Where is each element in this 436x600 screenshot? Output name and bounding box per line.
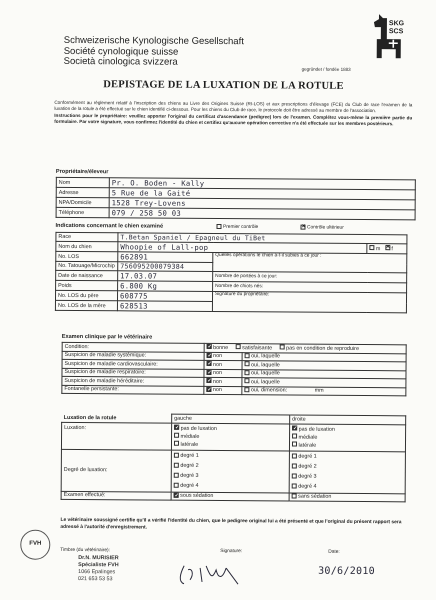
unit-label: mm [314,387,324,394]
option-label: pas de luxation [180,425,217,432]
option-label: non [212,387,222,394]
los-label: No. LOS [56,251,118,261]
owner-instructions: Instructions pour le propriétaire: veuillez apporter l'original du certificat d'ascendance (pedigree) lors de l'examen. Complétez vous-même la première partie du formulaire. Par votre signature, vous confirmez l'identité du chien et certifiez qu'aucune opération corrective n'a été effectuée sur les membres postérieurs. [54,112,413,127]
checked-checkbox-icon: ✓ [207,361,212,368]
checkbox-icon [292,442,297,447]
dog-name-label: Nom du chien [56,241,118,251]
later-check-label: Contrôle ultérieur [306,225,344,231]
checked-checkbox-icon [300,224,305,229]
checked-checkbox-icon: ✓ [207,386,212,393]
option-label: bonne [213,344,229,351]
option-label: degré 3 [180,472,199,479]
dog-name-field[interactable]: Whoopie of Lall-pop [118,242,367,254]
checkbox-icon [244,370,249,375]
checked-checkbox-icon [385,245,390,250]
exam-sedation-option[interactable] [171,492,289,501]
stamp-circle-text: FVH [29,540,42,547]
owner-section-title: Propriétaire/éleveur [55,168,109,176]
exam-no-sedation-option[interactable] [289,493,405,502]
luxation-label: Luxation: [61,422,171,450]
checkbox-icon [174,462,179,467]
checked-checkbox-icon: ✓ [293,425,298,432]
checkbox-icon [174,452,179,457]
owner-signature-field[interactable]: Signature du propriétaire: [212,291,406,312]
vet-city: 1066 Epalinges [78,569,116,576]
grade-label: Degré de luxation: [61,449,171,492]
sex-options[interactable] [367,244,407,254]
tattoo-label: No. Tatouage/Microchip [56,261,118,270]
checkbox-icon [292,473,297,478]
checked-checkbox-icon: ✓ [207,352,212,359]
race-field[interactable]: T.Betan Spaniel / Epagneul du TiBet [118,233,407,244]
checked-checkbox-icon: ✓ [174,492,179,499]
date-label: Date: [328,549,340,555]
checkbox-icon [369,245,374,250]
vet-signature [176,560,246,588]
hereditary-no[interactable] [204,377,242,386]
exam-date-field[interactable]: 30/6/2010 [318,565,376,578]
clinical-table [61,342,406,396]
checked-checkbox-icon: ✓ [207,344,212,351]
option-label: oui, laquelle [251,353,280,360]
father-field[interactable]: 608775 [117,291,212,302]
cardio-no[interactable] [204,360,242,369]
mother-label: No. LOS de la mère [55,300,117,310]
hereditary-label: Suspicion de maladie héréditaire: [62,376,204,385]
svg-text:SCS: SCS [388,28,404,36]
checkbox-icon [292,493,297,498]
owner-table [56,177,416,221]
exam-label: Examen effectué: [61,491,171,500]
option-label: non [213,361,223,368]
option-label: non [213,353,223,360]
option-label: degré 4 [180,482,199,489]
litters-field[interactable]: Nombre de portées à ce jour: [213,271,407,282]
option-label: oui, laquelle [250,378,280,386]
intro-paragraph: Conformément au règlement relatif à l'inscription des chiens au Livre des Origines Suisse (RI-LOS) et aux prescriptions d'élevage (FCE) du Club de race l'examen de la luxation de la rotule a été effectué sur le chien identifié ci-dessous. Pour les chiens du Club de race, le protocole doit être adressé au membre de l'association. [54,99,413,114]
systemic-label: Suspicion de maladie systémique: [62,351,204,360]
org-name-fr: Société cynologique suisse [63,45,179,58]
owner-label: Adresse [56,187,109,197]
org-name-de: Schweizerische Kynologische Gesellschaft [63,34,244,48]
checkbox-icon [292,483,297,488]
option-label: pas de luxation [298,426,335,433]
checkbox-icon [245,353,250,358]
dog-table [55,232,408,313]
skg-scs-logo [370,13,404,59]
checkbox-icon [174,433,179,438]
father-label: No. LOS du père [55,290,117,300]
owner-label: NPA/Domicile [56,197,109,207]
checked-checkbox-icon: ✓ [207,369,212,376]
owner-phone-field[interactable]: 079 / 258 50 03 [109,208,415,220]
option-label: latérale [180,441,199,448]
option-label: oui, dimension: [250,387,288,394]
checkbox-icon [244,387,249,392]
option-label: non [212,378,222,385]
operations-field[interactable]: Quelles opérations le chien a-t-il subies à ce jour : [213,252,407,272]
right-luxation-options[interactable] [289,424,405,452]
option-label: non [212,370,223,377]
checkbox-icon [174,482,179,487]
owner-address-field[interactable]: 5 Rue de la Gaité [109,188,415,200]
sex-female-label: f [391,245,393,252]
systemic-no[interactable] [204,352,242,361]
respiratory-no[interactable] [204,369,242,378]
option-label: degré 3 [298,473,317,480]
vet-phone: 021 653 53 53 [78,576,113,583]
clinical-section-title: Examen clinique par le vétérinaire [61,333,153,341]
option-label: degré 2 [180,462,199,469]
checkbox-icon [292,463,297,468]
first-check-label: Premier contrôle [222,224,259,231]
puppies-field[interactable]: Nombre de chiots nés: [213,281,407,292]
los-field[interactable]: 662891 [118,252,213,263]
organisation-names [64,36,244,69]
option-label: degré 4 [298,483,317,490]
option-label: satisfaisante [242,344,273,352]
vet-round-stamp [20,530,50,560]
vet-name: Dr.N. MURISIER [78,555,119,562]
cardio-label: Suspicion de maladie cardiovasculaire: [62,359,204,368]
org-name-it: Società cinologica svizzera [63,55,178,68]
option-label: degré 1 [298,453,317,460]
dog-section-title: Indications concernant le chien examiné [55,222,164,230]
option-label: degré 2 [298,463,317,470]
owner-label: Nom [56,177,109,187]
owner-city-field[interactable]: 1528 Trey-Lovens [109,198,415,210]
weight-label: Poids [56,280,118,290]
option-label: médiale [298,434,318,441]
option-label: médiale [180,433,200,440]
checkbox-icon [174,472,179,477]
condition-label: Condition: [62,342,204,351]
vet-certification-text: Le vétérinaire soussigné certifie qu'il a vérifié l'identité du chien, que le pedigree original lui a été présenté et que l'original du présent rapport sera adressé à l'autorité d'enregistrement. [60,517,402,531]
left-grade-options[interactable] [171,450,289,493]
first-check-option[interactable] [216,224,258,230]
option-label: degré 1 [180,452,199,459]
checkbox-icon [292,453,297,458]
tattoo-field[interactable]: 756095200079384 [118,262,213,272]
form-title: DEPISTAGE DE LA LUXATION DE LA ROTULE [103,79,344,92]
svg-text:SKG: SKG [388,20,405,28]
birth-label: Date de naissance [56,270,118,280]
right-header: droite [290,415,406,424]
sex-male-label: m [375,245,381,252]
checkbox-icon [236,344,241,349]
option-label: oui, laquelle [251,361,280,369]
checkbox-icon [280,345,285,350]
checkbox-icon [244,379,249,384]
owner-label: Téléphone [56,207,109,217]
signature-label: Signature: [220,549,243,555]
fontanelle-label: Fontanelle persistante: [62,385,204,394]
race-label: Race [56,232,118,241]
intro-text [54,100,412,128]
option-label: sans sédation [298,493,332,501]
checked-checkbox-icon: ✓ [175,424,180,431]
checkbox-icon [216,223,221,228]
luxation-table [61,413,407,502]
later-check-option[interactable] [300,225,343,231]
checkbox-icon [292,434,297,439]
respiratory-label: Suspicion de maladie respiratoire: [62,368,204,377]
luxation-section-title: Luxation de la rotule [63,414,117,421]
checkbox-icon [174,441,179,446]
option-label: latérale [298,442,317,449]
left-luxation-options[interactable] [171,423,289,451]
vet-stamp-label: Timbre (du vétérinaire): [60,547,110,554]
fontanelle-yes[interactable] [242,386,406,396]
left-header: gauche [172,414,290,423]
option-label: oui, laquelle [250,370,280,377]
option-label: pas en condition de reproduire [286,345,359,352]
weight-field[interactable]: 6.800 Kg [118,281,213,292]
vet-specialty: Spécialiste FVH [78,562,119,569]
checked-checkbox-icon: ✓ [207,378,212,385]
right-grade-options[interactable] [289,451,405,494]
owner-name-field[interactable]: Pr. O. Boden - Kally [109,178,415,190]
checkbox-icon [245,362,250,367]
fontanelle-no[interactable] [204,386,242,395]
vet-stamp [78,555,119,583]
mother-field[interactable]: 628513 [117,301,212,312]
founded-date: gegründet / fondée 1883 [301,66,351,72]
option-label: sous sédation [180,492,214,500]
birth-field[interactable]: 17.03.07 [118,271,213,282]
